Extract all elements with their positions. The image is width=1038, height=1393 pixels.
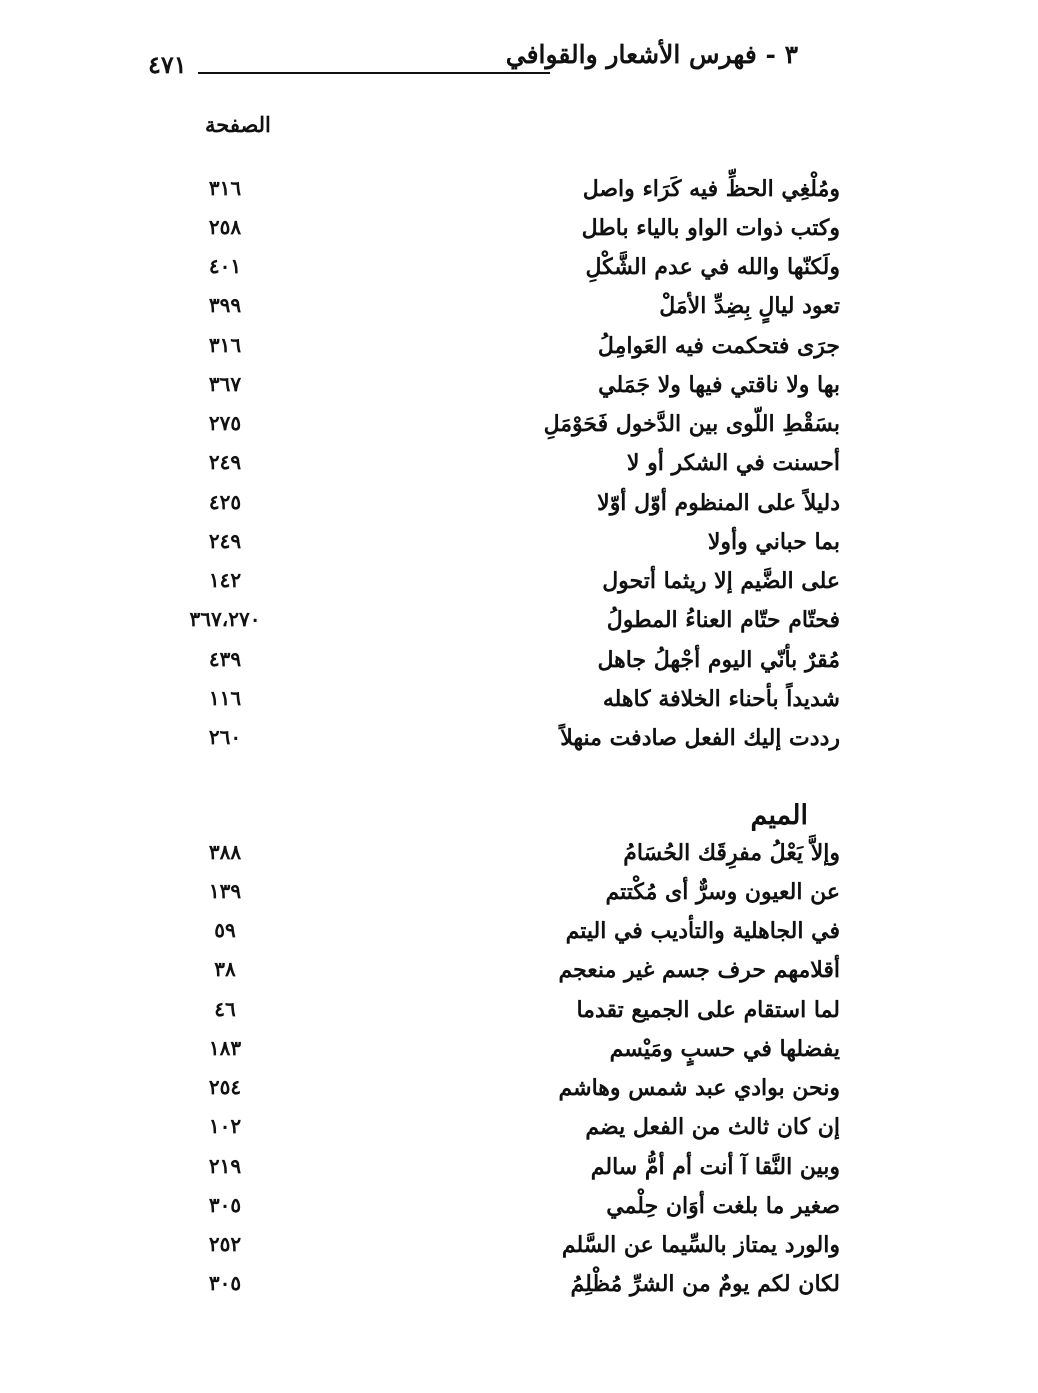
index-entry <box>170 1232 840 1270</box>
page-reference: ١٠٢ <box>208 1114 242 1138</box>
verse-text: ولَكنّها والله في عدم الشَّكْلِ <box>585 254 840 280</box>
page-reference: ٢٤٩ <box>208 450 242 474</box>
page-reference: ٢٧٥ <box>208 411 242 435</box>
index-entry <box>170 1154 840 1192</box>
page-reference: ٣٠٥ <box>208 1193 242 1217</box>
page-reference: ٤٦ <box>214 997 236 1021</box>
index-entry <box>170 725 840 763</box>
page-reference: ٣٦٧ <box>208 372 242 396</box>
verse-text: ونحن بوادي عبد شمس وهاشم <box>558 1075 840 1101</box>
verse-text: لما استقام على الجميع تقدما <box>576 997 840 1023</box>
page-reference: ٤٣٩ <box>208 647 242 671</box>
section-heading-meem: الميم <box>750 800 808 831</box>
index-entry <box>170 997 840 1035</box>
verse-text: ومُلْغِي الحظِّ فيه كَرَاء واصل <box>582 176 840 202</box>
index-entry <box>170 686 840 724</box>
index-entry <box>170 1075 840 1113</box>
header-rule <box>198 72 550 74</box>
page-reference: ٣٦٧،٢٧٠ <box>189 607 261 631</box>
verse-text: أقلامهم حرف جسم غير منعجم <box>558 957 840 983</box>
index-entry <box>170 450 840 488</box>
verse-text: يفضلها في حسبٍ ومَيْسم <box>609 1036 840 1062</box>
verse-text: مُقرٌ بأنّي اليوم أجْهلُ جاهل <box>597 647 840 673</box>
index-entry <box>170 254 840 292</box>
index-entry <box>170 411 840 449</box>
verse-text: على الضَّيم إلا ريثما أتحول <box>602 568 840 594</box>
page-column-heading: الصفحة <box>205 112 271 137</box>
verse-text: بما حباني وأولا <box>707 529 840 555</box>
index-entry <box>170 879 840 917</box>
page-reference: ٢٦٠ <box>208 725 242 749</box>
index-entry <box>170 918 840 956</box>
verse-text: لكان لكم يومٌ من الشرِّ مُظْلِمُ <box>570 1271 840 1297</box>
index-entry <box>170 333 840 371</box>
verse-text: بسَقْطِ اللّوى بين الدَّخول فَحَوْمَلِ <box>543 411 840 437</box>
verse-text: بها ولا ناقتي فيها ولا جَمَلي <box>598 372 840 398</box>
index-entry <box>170 647 840 685</box>
page-reference: ٢٤٩ <box>208 529 242 553</box>
index-entry <box>170 372 840 410</box>
index-entry <box>170 607 840 645</box>
page-reference: ٤٢٥ <box>208 490 242 514</box>
index-entry <box>170 293 840 331</box>
index-entry <box>170 215 840 253</box>
page-reference: ٣٩٩ <box>208 293 242 317</box>
page-header-title: ٣ - فهرس الأشعار والقوافي <box>505 40 798 69</box>
verse-text: تعود ليالٍ بِضِدِّ الأمَلْ <box>659 293 840 319</box>
verse-text: والورد يمتاز بالسِّيما عن السَّلم <box>561 1232 840 1258</box>
verse-text: وكتب ذوات الواو بالياء باطل <box>581 215 840 241</box>
page-reference: ١٤٢ <box>208 568 242 592</box>
index-entry <box>170 176 840 214</box>
page-reference: ٢٥٢ <box>208 1232 242 1256</box>
verse-text: شديداً بأحناء الخلافة كاهله <box>602 686 840 712</box>
page-reference: ٢٥٤ <box>208 1075 242 1099</box>
index-entry <box>170 1114 840 1152</box>
verse-text: وإلاَّ يَعْلُ مفرِقَك الحُسَامُ <box>623 840 840 866</box>
verse-text: صغير ما بلغت أوَان حِلْمي <box>606 1193 840 1219</box>
page-reference: ٣١٦ <box>208 333 242 357</box>
verse-text: دليلاً على المنظوم أوّل أوّلا <box>597 490 840 516</box>
page-reference: ٣١٦ <box>208 176 242 200</box>
verse-text: جرَى فتحكمت فيه العَوامِلُ <box>597 333 840 359</box>
index-entry <box>170 1271 840 1309</box>
verse-text: أحسنت في الشكر أو لا <box>626 450 840 476</box>
verse-text: عن العيون وسرٌّ أى مُكْتتم <box>605 879 840 905</box>
page-reference: ٣٠٥ <box>208 1271 242 1295</box>
verse-text: في الجاهلية والتأديب في اليتم <box>565 918 840 944</box>
verse-text: رددت إليك الفعل صادفت منهلاً <box>560 725 840 751</box>
page-reference: ٢١٩ <box>208 1154 242 1178</box>
page-reference: ١٨٣ <box>208 1036 242 1060</box>
index-entry <box>170 529 840 567</box>
index-entry <box>170 1036 840 1074</box>
verse-text: وبين النَّقا آ أنت أم أمُّ سالم <box>590 1154 840 1180</box>
index-entry <box>170 957 840 995</box>
page-reference: ٣٨٨ <box>208 840 242 864</box>
page-reference: ١٣٩ <box>208 879 242 903</box>
page-reference: ٤٠١ <box>208 254 242 278</box>
index-entry <box>170 490 840 528</box>
page-reference: ٥٩ <box>214 918 236 942</box>
index-entry <box>170 568 840 606</box>
page-reference: ١١٦ <box>208 686 242 710</box>
page-number: ٤٧١ <box>148 50 187 79</box>
page-reference: ٢٥٨ <box>208 215 242 239</box>
verse-text: فحتّام حتّام العناءُ المطولُ <box>606 607 840 633</box>
verse-text: إن كان ثالث من الفعل يضم <box>585 1114 840 1140</box>
index-entry <box>170 1193 840 1231</box>
index-entry <box>170 840 840 878</box>
page-reference: ٣٨ <box>214 957 236 981</box>
